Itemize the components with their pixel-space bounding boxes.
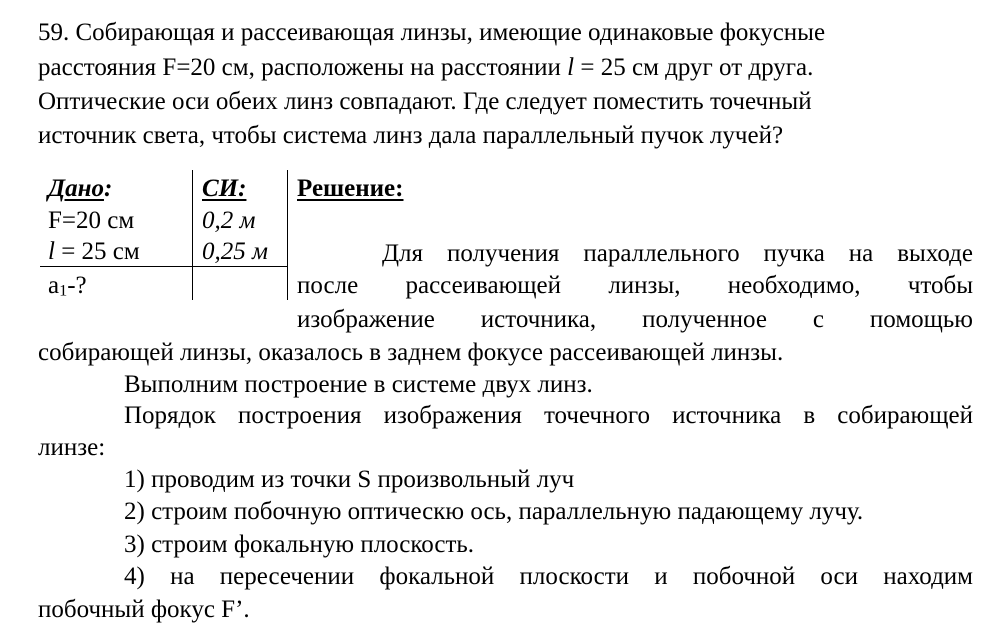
step-1: 1) проводим из точки S произвольный луч bbox=[124, 466, 575, 493]
solution-p1-line-1 bbox=[382, 241, 973, 266]
word: выходе bbox=[897, 240, 973, 267]
step-4-line-2: побочный фокус F’. bbox=[38, 596, 250, 623]
word: 4) bbox=[124, 563, 145, 590]
word: собирающей bbox=[837, 402, 973, 429]
word: получения bbox=[446, 240, 560, 267]
problem-line-4: источник света, чтобы система линз дала параллельный пучок лучей? bbox=[38, 122, 784, 149]
solution-p3-line-2: линзе: bbox=[38, 434, 106, 461]
word: фокальной bbox=[379, 563, 495, 590]
word: на bbox=[848, 240, 874, 267]
word: Для bbox=[382, 240, 424, 267]
word: в bbox=[803, 402, 816, 429]
word: плоскости bbox=[519, 563, 630, 590]
find-row: $a_1-$? bbox=[48, 272, 87, 300]
word: оси bbox=[820, 563, 859, 590]
word: и bbox=[654, 563, 668, 590]
word: Порядок bbox=[124, 402, 216, 429]
word: с bbox=[812, 306, 824, 333]
problem-line-3: Оптические оси обеих линз совпадают. Где следует поместить точечный bbox=[38, 88, 812, 115]
word: изображения bbox=[383, 402, 522, 429]
word: изображение bbox=[297, 306, 435, 333]
step-3: 3) строим фокальную плоскость. bbox=[124, 531, 475, 558]
word: после bbox=[297, 272, 359, 299]
table-divider-2 bbox=[287, 170, 288, 300]
word: источника bbox=[672, 402, 782, 429]
word: рассеивающей bbox=[405, 272, 562, 299]
word: линзы, bbox=[608, 272, 681, 299]
variable-l: l bbox=[567, 54, 575, 81]
word: находим bbox=[883, 563, 973, 590]
solution-p1-line-4: собирающей линзы, оказалось в заднем фокусе рассеивающей линзы. bbox=[38, 339, 784, 366]
step-4-line-1 bbox=[124, 564, 973, 589]
word: чтобы bbox=[907, 272, 973, 299]
problem-line-1: 59. Собирающая и рассеивающая линзы, имеющие одинаковые фокусные bbox=[38, 19, 826, 46]
word: построения bbox=[238, 402, 362, 429]
si-header: СИ: bbox=[202, 175, 247, 202]
si-row-distance: 0,25 м bbox=[202, 238, 268, 265]
table-rule bbox=[40, 266, 288, 267]
word: источника, bbox=[480, 306, 597, 333]
si-row-focal: 0,2 м bbox=[202, 207, 256, 234]
word: полученное bbox=[642, 306, 767, 333]
word: побочной bbox=[692, 563, 796, 590]
word: пересечении bbox=[219, 563, 355, 590]
given-header: Дано: bbox=[48, 175, 113, 202]
given-row-focal: F=20 см bbox=[48, 207, 135, 234]
word: на bbox=[170, 563, 195, 590]
word: необходимо, bbox=[727, 272, 861, 299]
solution-p3-line-1 bbox=[124, 403, 973, 428]
problem-line-2-a: расстояния F=20 см, расположены на расстоянии bbox=[38, 54, 568, 81]
solution-p1-line-3 bbox=[297, 307, 973, 332]
word: пучка bbox=[763, 240, 825, 267]
solution-p2: Выполним построение в системе двух линз. bbox=[124, 371, 593, 398]
table-divider-1 bbox=[192, 170, 193, 300]
step-2: 2) строим побочную оптическю ось, параллельную падающему лучу. bbox=[124, 498, 864, 525]
given-row-distance: l = 25 см bbox=[48, 238, 140, 265]
word: точечного bbox=[543, 402, 651, 429]
word: помощью bbox=[869, 306, 973, 333]
problem-line-2-b: = 25 см друг от друга. bbox=[574, 54, 814, 81]
problem-line-2 bbox=[38, 55, 813, 80]
solution-header: Решение: bbox=[297, 175, 404, 202]
word: параллельного bbox=[583, 240, 740, 267]
solution-p1-line-2 bbox=[297, 273, 973, 298]
